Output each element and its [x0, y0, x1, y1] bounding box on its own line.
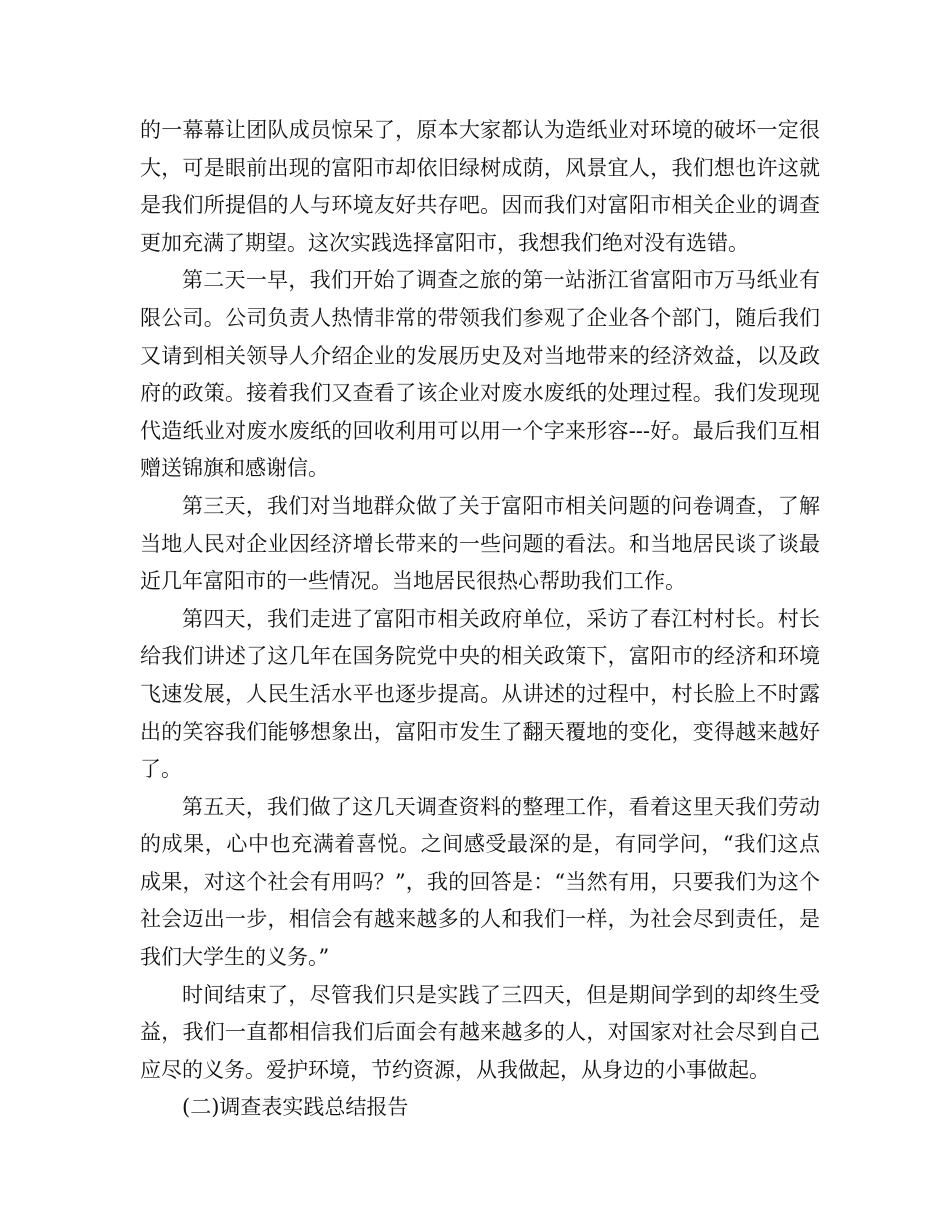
paragraph-4: 第四天，我们走进了富阳市相关政府单位，采访了春江村村长。村长给我们讲述了这几年在国务院党中央的相关政策下，富阳市的经济和环境飞速发展，人民生活水平也逐步提高。从讲述的过程中，村长脸上不时露出的笑容我们能够想象出，富阳市发生了翻天覆地的变化，变得越来越好了。 [140, 606, 820, 782]
paragraph-6: 时间结束了，尽管我们只是实践了三四天，但是期间学到的却终生受益，我们一直都相信我们后面会有越来越多的人，对国家对社会尽到自己应尽的义务。爱护环境，节约资源，从我做起，从身边的小事做起。 [140, 982, 820, 1082]
paragraph-5: 第五天，我们做了这几天调查资料的整理工作，看着这里天我们劳动的成果，心中也充满着喜悦。之间感受最深的是，有同学问，“我们这点成果，对这个社会有用吗？”，我的回答是：“当然有用，只要我们为这个社会迈出一步，相信会有越来越多的人和我们一样，为社会尽到责任，是我们大学生的义务。” [140, 794, 820, 970]
paragraph-2: 第二天一早，我们开始了调查之旅的第一站浙江省富阳市万马纸业有限公司。公司负责人热情非常的带领我们参观了企业各个部门，随后我们又请到相关领导人介绍企业的发展历史及对当地带来的经济效益，以及政府的政策。接着我们又查看了该企业对废水废纸的处理过程。我们发现现代造纸业对废水废纸的回收利用可以用一个字来形容---好。最后我们互相赠送锦旗和感谢信。 [140, 268, 820, 481]
section-heading: (二)调查表实践总结报告 [182, 1095, 409, 1120]
paragraph-1: 的一幕幕让团队成员惊呆了，原本大家都认为造纸业对环境的破坏一定很大，可是眼前出现的富阳市却依旧绿树成荫，风景宜人，我们想也许这就是我们所提倡的人与环境友好共存吧。因而我们对富阳市相关企业的调查更加充满了期望。这次实践选择富阳市，我想我们绝对没有选错。 [140, 118, 820, 255]
paragraph-3: 第三天，我们对当地群众做了关于富阳市相关问题的问卷调查，了解当地人民对企业因经济增长带来的一些问题的看法。和当地居民谈了谈最近几年富阳市的一些情况。当地居民很热心帮助我们工作。 [140, 493, 820, 594]
document-page [140, 112, 820, 1127]
